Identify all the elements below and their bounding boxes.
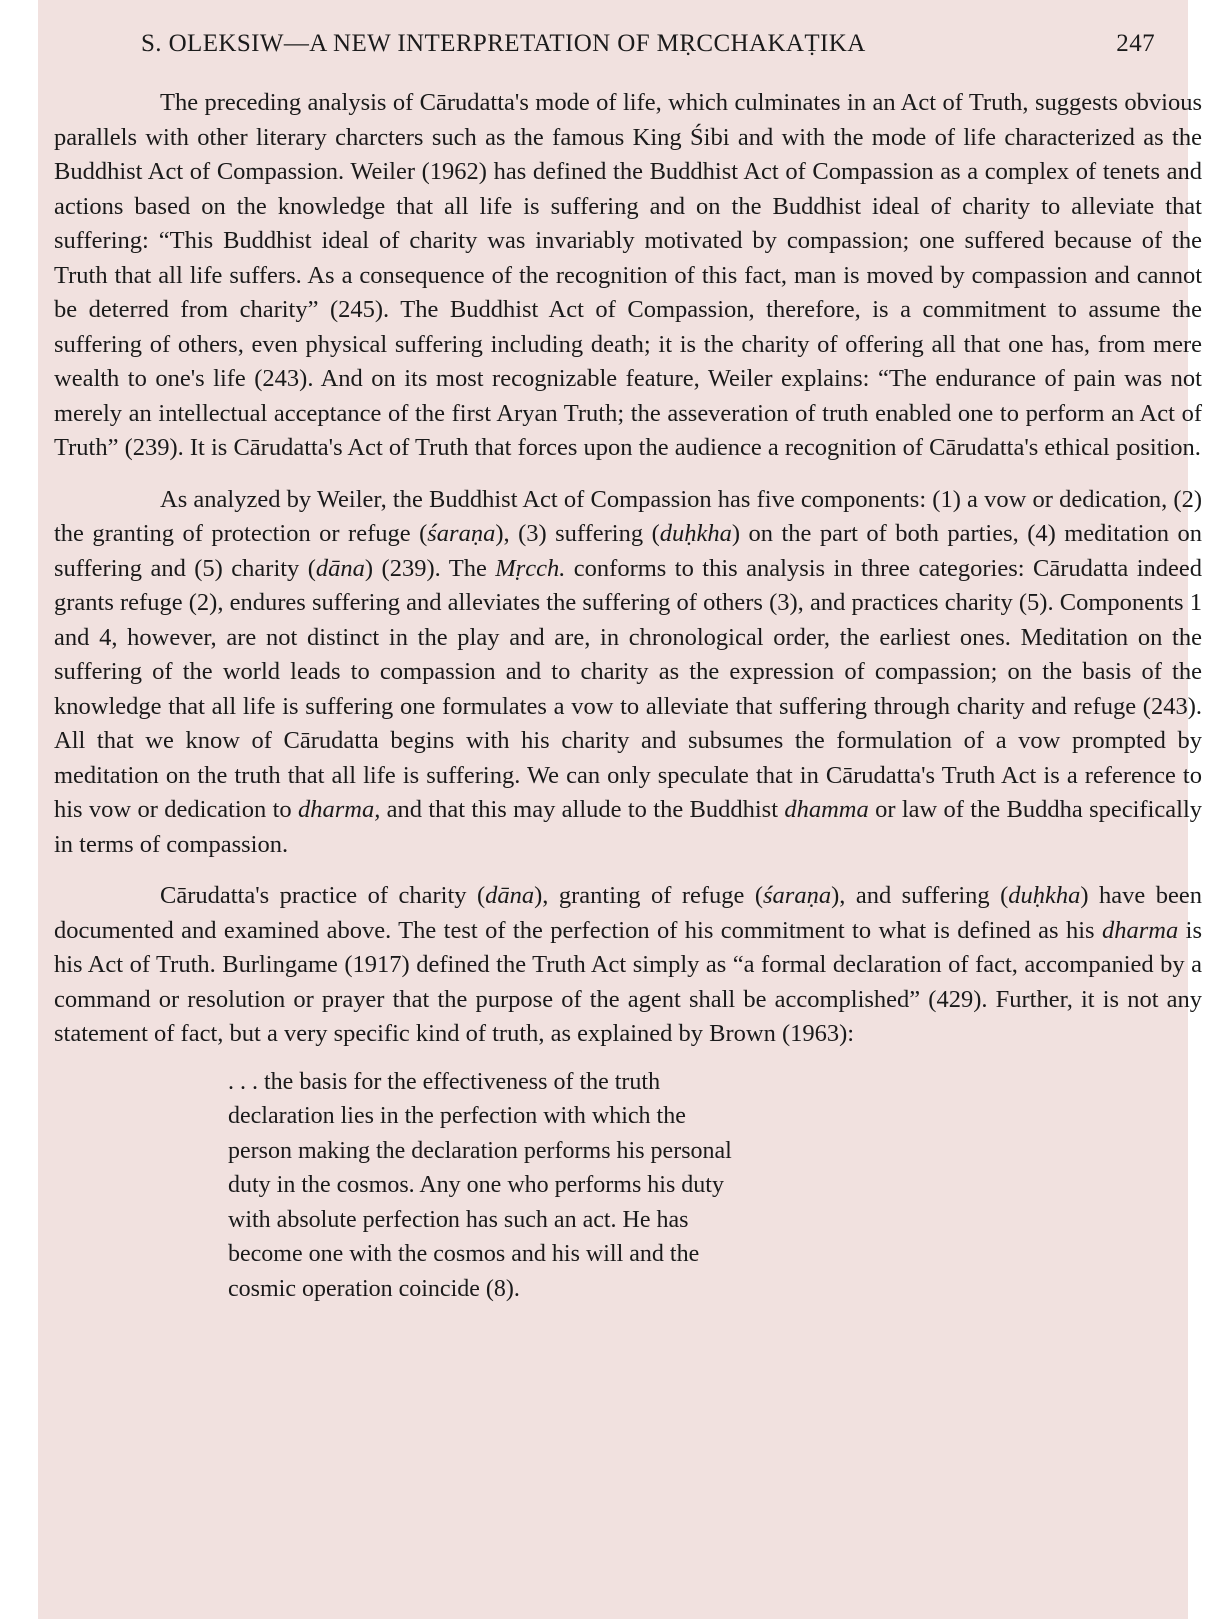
block-quote-line: cosmic operation coincide (8). [228, 1275, 520, 1302]
term-sarana: śaraṇa [763, 882, 832, 909]
term-dana: dāna [485, 882, 535, 909]
paragraph-2-text: conforms to this analysis in three categories: Cārudatta indeed grants refuge (2), endures suffering and alleviates the suffering of others (3), and practices charity (5). Components 1 and 4, however, are not distinct in the play and are, in chronological order, the earliest ones. Meditation on the suffering of the world leads to compassion and to charity as the expression of compassion; on the basis of the knowledge that all life is suffering one formulates a vow to alleviate that suffering through charity and refuge (243). All that we know of Cārudatta begins with his charity and subsumes the formulation of a vow prompted by meditation on the truth that all life is suffering. We can only speculate that in Cārudatta's Truth Act is a reference to his vow or dedication to [54, 554, 1203, 823]
running-head [38, 30, 1188, 66]
paragraph-2-text: ), (3) suffering ( [495, 520, 660, 547]
paragraph-1: The preceding analysis of Cārudatta's mode of life, which culminates in an Act of Truth, suggests obvious parallels with other literary charcters such as the famous King Śibi and with the mode of life characterized as the Buddhist Act of Compassion. Weiler (1962) has defined the Buddhist Act of Compassion as a complex of tenets and actions based on the knowledge that all life is suffering and on the Buddhist ideal of charity to alleviate that suffering: “This Buddhist ideal of charity was invariably motivated by compassion; one suffered because of the Truth that all life suffers. As a consequence of the recognition of this fact, man is moved by compassion and cannot be deterred from charity” (245). The Buddhist Act of Compassion, therefore, is a commitment to assume the suffering of others, even physical suffering including death; it is the charity of offering all that one has, from mere wealth to one's life (243). And on its most recognizable feature, Weiler explains: “The endurance of pain was not merely an intellectual acceptance of the first Aryan Truth; the asseveration of truth enabled one to perform an Act of Truth” (239). It is Cārudatta's Act of Truth that forces upon the audience a recognition of Cārudatta's ethical position. [54, 89, 1202, 461]
paragraph-3 [54, 879, 1202, 1052]
term-dharma: dharma, [297, 796, 381, 823]
block-quote-line: . . . the basis for the effectiveness of the truth [228, 1068, 661, 1095]
paragraph-2-text: or law of the Buddha specifically in terms of compassion. [54, 796, 1202, 858]
paragraph-2 [54, 483, 1202, 863]
paragraph-2-text: and that this may allude to the Buddhist [380, 796, 785, 823]
block-quote [228, 1065, 868, 1307]
term-mrcch: Mṛcch. [495, 554, 566, 582]
block-quote-line: duty in the cosmos. Any one who performs his duty [228, 1172, 724, 1198]
term-duhkha: duḥkha [659, 520, 732, 547]
block-quote-line: with absolute perfection has such an act. He has [228, 1206, 689, 1233]
block-quote-line: become one with the cosmos and his will and the [228, 1241, 700, 1267]
block-quote-line: person making the declaration performs his personal [228, 1137, 732, 1164]
paragraph-3-text: ) have been documented and examined above. The test of the perfection of his commitment to what is defined as his [54, 882, 1202, 944]
paragraph-3-text: is his Act of Truth. Burlingame (1917) defined the Truth Act simply as “a formal declaration of fact, accompanied by a command or resolution or prayer that the purpose of the agent shall be accomplished” (429). Further, it is not any statement of fact, but a very specific kind of truth, as explained by Brown (1963): [54, 916, 1202, 1047]
paragraph-3-text: ), granting of refuge ( [534, 882, 764, 909]
paragraph-2-text: ) on the part of both parties, (4) meditation on suffering and (5) charity ( [54, 520, 1202, 582]
journal-page [38, 0, 1203, 1619]
paragraph-2-text: ) (239). The [364, 554, 496, 582]
term-sarana: śaraṇa [427, 520, 496, 547]
term-dhamma: dhamma [784, 796, 869, 823]
term-dharma: dharma [1102, 916, 1179, 944]
body-text [54, 86, 1202, 1306]
block-quote-line: declaration lies in the perfection with which the [228, 1103, 686, 1129]
paragraph-2-text: As analyzed by Weiler, the Buddhist Act of Compassion has five components: (1) a vow or dedication, (2) the granting of protection or refuge ( [54, 485, 1202, 547]
page-number: 247 [1116, 30, 1155, 57]
paragraph-3-text: ), and suffering ( [831, 882, 1009, 909]
running-head-title: S. OLEKSIW—A NEW INTERPRETATION OF MṚCCHAKAṬIKA [141, 30, 866, 57]
term-duhkha: duḥkha [1008, 882, 1081, 909]
paragraph-3-text: Cārudatta's practice of charity ( [160, 882, 486, 909]
term-dana: dāna [315, 554, 365, 582]
